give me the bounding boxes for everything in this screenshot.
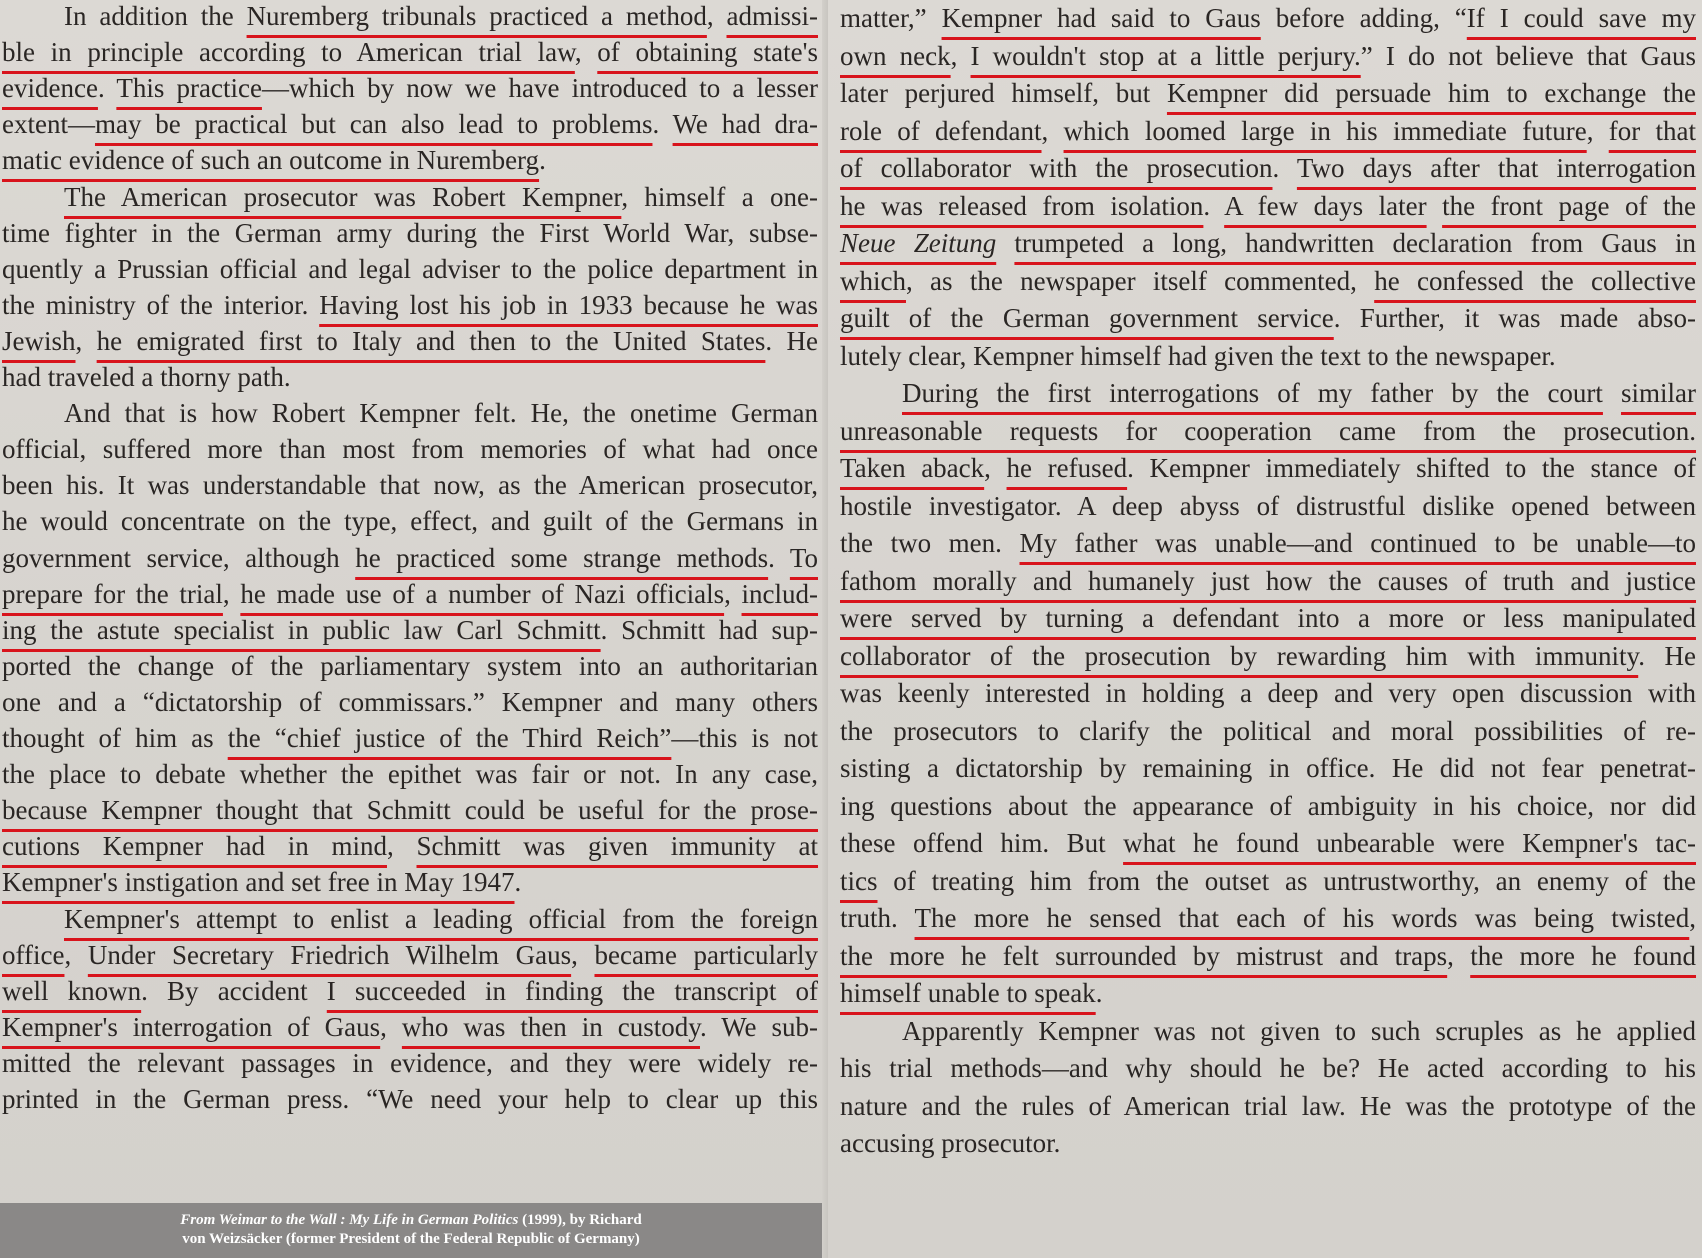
text-run: —this is not xyxy=(671,723,818,753)
underlined-text: because Kempner thought that Schmitt could be useful for the prose- xyxy=(2,795,818,826)
text-line xyxy=(2,862,818,902)
text-run: , xyxy=(706,1,727,31)
text-run: . Schmitt had sup- xyxy=(600,614,818,645)
text-line xyxy=(840,711,1696,751)
text-run: had traveled a thorny path. xyxy=(2,362,291,392)
text-run: , xyxy=(984,453,1007,483)
text-run: , xyxy=(1689,903,1696,933)
text-line xyxy=(2,574,818,614)
text-line xyxy=(2,790,818,830)
text-line xyxy=(2,610,818,650)
text-run: . He xyxy=(1638,640,1697,671)
underlined-text: includ- xyxy=(741,578,819,609)
underlined-text: Kempner had said to Gaus xyxy=(941,3,1261,33)
text-line xyxy=(2,646,818,686)
text-line xyxy=(2,465,818,505)
text-line xyxy=(840,973,1696,1013)
underlined-text: To xyxy=(789,542,818,573)
text-run: before adding, “ xyxy=(1260,3,1467,33)
underlined-text: I wouldn't stop at a little perjury. xyxy=(970,40,1361,71)
text-run: ported the change of the parliamentary system into an authoritarian xyxy=(2,650,818,681)
text-run: hostile investigator. A deep abyss of distrustful dislike opened between xyxy=(840,490,1696,521)
text-run: matter,” xyxy=(840,3,942,33)
text-line xyxy=(840,448,1696,488)
underlined-text: the “chief justice of the Third Reich” xyxy=(227,723,672,753)
text-run: printed in the German press. “We need your help to clear up this xyxy=(2,1084,818,1114)
underlined-text: role of defendant xyxy=(840,115,1042,146)
caption-line-1 xyxy=(0,1211,822,1230)
text-line xyxy=(840,411,1696,451)
text-line xyxy=(840,598,1696,638)
underlined-text: what he found unbearable were Kempner's tac- xyxy=(1123,828,1696,858)
text-run: In addition the xyxy=(64,1,247,31)
underlined-text: My father was unable—and continued to be unable—to xyxy=(1019,528,1696,558)
text-run: , as the newspaper itself commented, xyxy=(905,265,1375,296)
text-run: . xyxy=(652,109,673,140)
text-line xyxy=(2,754,818,794)
text-line xyxy=(840,36,1696,76)
text-run: . xyxy=(514,867,522,898)
text-line xyxy=(840,148,1696,188)
text-run: And that is how Robert Kempner felt. He, the onetime German xyxy=(64,398,818,429)
underlined-text: well known xyxy=(2,975,142,1006)
text-line xyxy=(2,285,818,325)
text-run: , xyxy=(950,40,971,71)
text-run: . By accident xyxy=(141,975,327,1006)
underlined-text: Having lost his job in 1933 because he was xyxy=(319,289,818,320)
text-line xyxy=(840,636,1696,676)
text-line xyxy=(2,140,818,180)
text-line xyxy=(2,32,818,72)
text-line xyxy=(2,1007,818,1047)
text-line xyxy=(840,223,1696,263)
underlined-text: own neck xyxy=(840,40,951,71)
text-run: . Kempner immediately shifted to the stance of xyxy=(1127,453,1697,483)
text-run: ” I do not believe that Gaus xyxy=(1360,40,1697,71)
text-line xyxy=(840,336,1696,376)
text-line xyxy=(840,786,1696,826)
underlined-text: Neue Zeitung xyxy=(840,228,997,258)
text-line xyxy=(840,1123,1696,1163)
text-run: . We sub- xyxy=(699,1011,818,1042)
text-run: truth. xyxy=(840,903,915,933)
text-line xyxy=(840,261,1696,301)
text-run: sisting a dictatorship by remaining in office. He did not fear penetrat- xyxy=(840,753,1696,783)
underlined-text: The American prosecutor was Robert Kempner xyxy=(64,181,622,212)
text-line xyxy=(2,1079,818,1119)
text-run: of treating him from the outset as untrustworthy, an enemy of the xyxy=(877,865,1696,896)
text-line xyxy=(840,748,1696,788)
underlined-text: he made use of a number of Nazi officials xyxy=(240,578,725,609)
text-line xyxy=(840,823,1696,863)
underlined-text: who was then in custody xyxy=(401,1011,700,1042)
text-line xyxy=(840,73,1696,113)
text-run: accusing prosecutor. xyxy=(840,1128,1061,1158)
text-run: . xyxy=(768,542,790,573)
underlined-text: unreasonable requests for cooperation came from the prosecution. xyxy=(840,415,1696,446)
text-line xyxy=(840,561,1696,601)
text-run xyxy=(1427,191,1443,221)
text-line xyxy=(840,673,1696,713)
underlined-text: admissi- xyxy=(726,1,818,31)
underlined-text: evidence xyxy=(2,73,98,104)
text-line xyxy=(2,0,818,36)
text-run: , himself a one- xyxy=(621,181,818,212)
text-line xyxy=(2,357,818,397)
underlined-text: Under Secretary Friedrich Wilhelm Gaus xyxy=(87,939,572,970)
text-line xyxy=(2,393,818,433)
underlined-text: Two days after that interrogation xyxy=(1296,153,1696,183)
text-run xyxy=(1603,378,1621,408)
underlined-text: became particularly xyxy=(594,939,818,970)
text-line xyxy=(2,321,818,361)
underlined-text: trumpeted a long, handwritten declaration from Gaus in xyxy=(1014,228,1696,258)
text-line xyxy=(2,899,818,939)
text-run: . xyxy=(97,73,117,104)
text-run: the place to debate whether the epithet was fair or not. In any case, xyxy=(2,759,818,790)
underlined-text: he was released from isolation xyxy=(840,190,1204,221)
text-run: . He xyxy=(765,325,818,356)
text-run: his trial methods—and why should he be? He acted according to his xyxy=(840,1053,1696,1083)
underlined-text: Schmitt was given immunity at xyxy=(416,831,819,862)
underlined-text: may be practical but can also lead to problems xyxy=(94,109,653,140)
underlined-text: guilt of the German government service xyxy=(840,303,1334,333)
text-run: he would concentrate on the type, effect, and guilt of the Germans in xyxy=(2,506,818,537)
text-line xyxy=(840,0,1696,38)
underlined-text: office xyxy=(2,939,65,970)
underlined-text: for that xyxy=(1608,115,1696,146)
text-run: . xyxy=(539,145,546,176)
underlined-text: the more he found xyxy=(1470,940,1697,971)
caption-year-author: (1999), by Richard xyxy=(518,1212,642,1228)
text-run: these offend him. But xyxy=(840,828,1124,858)
text-run: lutely clear, Kempner himself had given the text to the newspaper. xyxy=(840,340,1556,371)
underlined-text: fathom morally and humanely just how the causes of truth and justice xyxy=(840,565,1696,596)
text-line xyxy=(2,177,818,217)
underlined-text: the front page of the xyxy=(1442,190,1697,221)
text-line xyxy=(2,104,818,144)
text-line xyxy=(2,935,818,975)
text-run: time fighter in the German army during the First World War, subse- xyxy=(2,217,818,248)
text-run: , xyxy=(574,37,598,68)
text-line xyxy=(2,971,818,1011)
text-line xyxy=(840,523,1696,563)
underlined-text: according to American trial law xyxy=(199,37,575,68)
text-line xyxy=(2,718,818,758)
text-line xyxy=(840,898,1696,938)
underlined-text: Kempner did persuade him to exchange the xyxy=(1166,78,1696,108)
text-run: was keenly interested in holding a deep and very open discussion with xyxy=(840,678,1696,708)
text-line xyxy=(2,213,818,253)
text-run: , xyxy=(1447,940,1471,971)
text-line xyxy=(2,68,818,108)
text-run: Apparently Kempner was not given to such scruples as he applied xyxy=(902,1015,1696,1046)
underlined-text: of obtaining state's xyxy=(597,37,818,68)
text-run: —which by now we have introduced to a lesser xyxy=(261,73,819,104)
text-run: the ministry of the interior. xyxy=(2,289,320,320)
text-line xyxy=(2,429,818,469)
text-run: , xyxy=(1586,115,1609,146)
text-run: , xyxy=(1041,115,1064,146)
underlined-text: himself unable to speak xyxy=(840,978,1096,1008)
underlined-text: he refused xyxy=(1006,453,1128,483)
text-run: official, suffered more than most from memories of what had once xyxy=(2,434,818,465)
underlined-text: Nuremberg tribunals practiced a method xyxy=(246,1,707,31)
underlined-text: ble in principle xyxy=(2,37,199,68)
underlined-text: Jewish xyxy=(2,325,76,356)
underlined-text: he confessed the collective xyxy=(1374,265,1696,296)
underlined-text: The more he sensed that each of his words was being twisted xyxy=(914,903,1690,933)
text-run: , xyxy=(724,578,742,609)
text-line xyxy=(2,1043,818,1083)
underlined-text: matic evidence of such an outcome in Nuremberg xyxy=(2,145,540,176)
text-run: , xyxy=(571,939,595,970)
text-run: one and a “dictatorship of commissars.” Kempner and many others xyxy=(2,686,818,717)
underlined-text: ing the astute specialist in public law Carl Schmitt xyxy=(2,614,601,645)
caption-book-title: From Weimar to the Wall : My Life in German Politics xyxy=(180,1212,519,1228)
text-run: nature and the rules of American trial law. He was the prototype of the xyxy=(840,1090,1696,1121)
text-line xyxy=(2,538,818,578)
text-run: . xyxy=(1095,978,1103,1008)
underlined-text: We had dra- xyxy=(672,109,818,140)
text-run: later perjured himself, but xyxy=(840,78,1167,108)
text-run: government service, although xyxy=(2,542,356,573)
left-page xyxy=(0,0,828,1258)
underlined-text: cutions Kempner had in mind xyxy=(2,831,387,862)
text-line xyxy=(840,936,1696,976)
text-run: , xyxy=(380,1011,402,1042)
text-line xyxy=(2,249,818,289)
text-run: the two men. xyxy=(840,528,1020,558)
underlined-text: which loomed large in his immediate future xyxy=(1063,115,1587,146)
underlined-text: of collaborator with the prosecution xyxy=(840,153,1273,183)
text-line xyxy=(840,111,1696,151)
underlined-text: A few days later xyxy=(1224,190,1427,221)
text-line xyxy=(2,501,818,541)
text-run: been his. It was understandable that now, as the American prosecutor, xyxy=(2,470,818,501)
text-run: , xyxy=(386,831,417,862)
text-line xyxy=(840,1011,1696,1051)
underlined-text: he emigrated first to Italy and then to the United States xyxy=(96,325,766,356)
underlined-text: collaborator of the prosecution by rewarding him with immunity xyxy=(840,640,1639,671)
text-run xyxy=(996,228,1014,258)
text-run: , xyxy=(64,939,88,970)
underlined-text: prepare for the trial xyxy=(2,578,223,609)
text-run: . Further, it was made abso- xyxy=(1333,303,1696,333)
text-run: , xyxy=(75,325,97,356)
text-line xyxy=(840,1086,1696,1126)
underlined-text: Kempner's instigation and set free in May 1947 xyxy=(2,867,515,898)
text-run: ing questions about the appearance of ambiguity in his choice, nor did xyxy=(840,790,1696,821)
text-run: thought of him as xyxy=(2,723,228,753)
right-page xyxy=(828,0,1702,1258)
text-line xyxy=(2,682,818,722)
text-run: mitted the relevant passages in evidence, and they were widely re- xyxy=(2,1047,818,1078)
text-run: quently a Prussian official and legal adviser to the police department in xyxy=(2,253,818,284)
text-run: the prosecutors to clarify the political and moral possibilities of re- xyxy=(840,715,1696,746)
text-line xyxy=(2,826,818,866)
text-line xyxy=(840,861,1696,901)
underlined-text: were served by turning a defendant into a more or less manipulated xyxy=(840,603,1696,633)
source-caption xyxy=(0,1203,822,1258)
text-line xyxy=(840,1048,1696,1088)
caption-line-2: von Weizsäcker (former President of the Federal Republic of Germany) xyxy=(182,1231,640,1247)
text-run: , xyxy=(222,578,241,609)
underlined-text: the more he felt surrounded by mistrust and traps xyxy=(840,940,1448,971)
text-line xyxy=(840,486,1696,526)
underlined-text: Kempner's attempt to enlist a leading official from the foreign xyxy=(64,903,818,934)
underlined-text: This practice xyxy=(116,73,262,104)
underlined-text: During the first interrogations of my father by the court xyxy=(902,378,1603,408)
underlined-text: he practiced some strange methods xyxy=(355,542,769,573)
text-run: . xyxy=(1272,153,1297,183)
underlined-text: Kempner's interrogation of Gaus xyxy=(2,1011,381,1042)
text-run: extent— xyxy=(2,109,95,140)
underlined-text: Taken aback xyxy=(840,453,985,483)
underlined-text: which xyxy=(840,265,906,296)
underlined-text: I succeeded in finding the transcript of xyxy=(326,975,819,1006)
text-line xyxy=(840,298,1696,338)
text-run: . xyxy=(1203,190,1225,221)
underlined-text: If I could save my xyxy=(1466,3,1696,33)
underlined-text: similar xyxy=(1621,378,1697,408)
underlined-text: tics xyxy=(840,865,878,896)
text-line xyxy=(840,373,1696,413)
text-line xyxy=(840,186,1696,226)
